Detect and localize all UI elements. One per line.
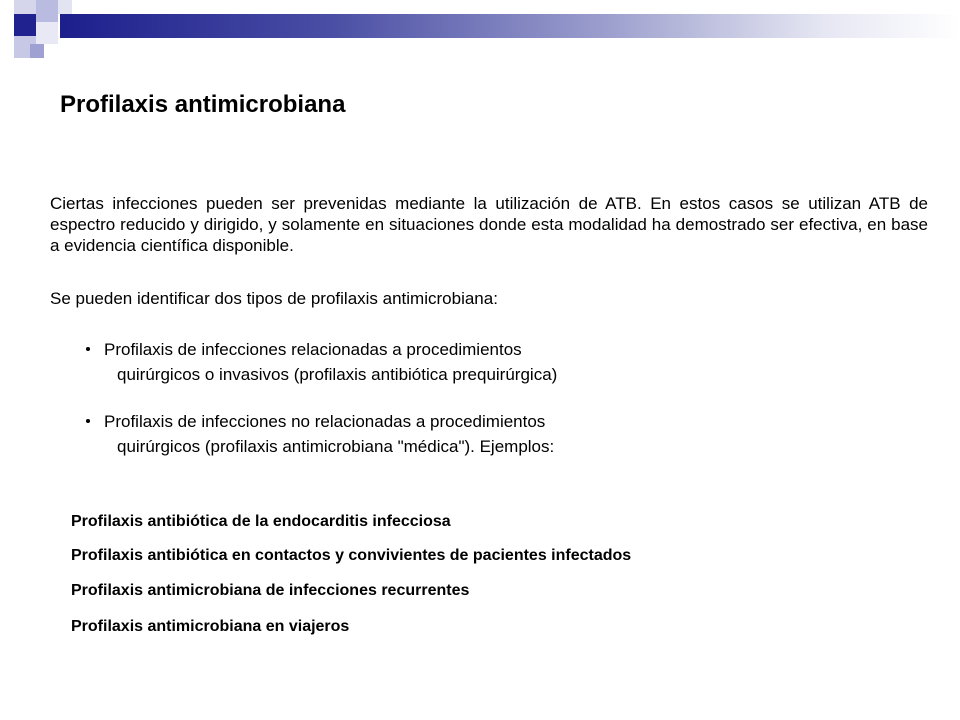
deco-square bbox=[36, 0, 58, 22]
bullet-line: quirúrgicos o invasivos (profilaxis antibiótica prequirúrgica) bbox=[117, 365, 558, 384]
bullet-line: Profilaxis de infecciones relacionadas a procedimientos bbox=[104, 340, 522, 359]
bullet-item bbox=[86, 337, 557, 387]
bullet-item bbox=[86, 409, 554, 459]
bullet-dot-icon bbox=[86, 347, 90, 351]
types-intro: Se pueden identificar dos tipos de profilaxis antimicrobiana: bbox=[50, 289, 498, 308]
example-item: Profilaxis antibiótica en contactos y convivientes de pacientes infectados bbox=[71, 547, 632, 564]
deco-square bbox=[14, 14, 36, 36]
example-item: Profilaxis antimicrobiana en viajeros bbox=[71, 618, 350, 635]
example-item: Profilaxis antibiótica de la endocarditis infecciosa bbox=[71, 513, 451, 530]
bullet-line: quirúrgicos (profilaxis antimicrobiana "médica"). Ejemplos: bbox=[117, 437, 555, 456]
deco-square bbox=[36, 22, 58, 44]
bullet-dot-icon bbox=[86, 419, 90, 423]
slide-title: Profilaxis antimicrobiana bbox=[60, 91, 346, 118]
example-item: Profilaxis antimicrobiana de infecciones recurrentes bbox=[71, 582, 470, 599]
deco-square bbox=[30, 44, 44, 58]
deco-square bbox=[58, 0, 72, 14]
bullet-line: Profilaxis de infecciones no relacionadas a procedimientos bbox=[104, 412, 546, 431]
header-gradient-bar bbox=[60, 14, 960, 38]
intro-paragraph: Ciertas infecciones pueden ser prevenidas mediante la utilización de ATB. En estos casos se utilizan ATB de espectro reducido y dirigido, y solamente en situaciones donde esta modalidad ha demostrado ser efectiva, en base a evidencia científica disponible. bbox=[50, 194, 928, 255]
